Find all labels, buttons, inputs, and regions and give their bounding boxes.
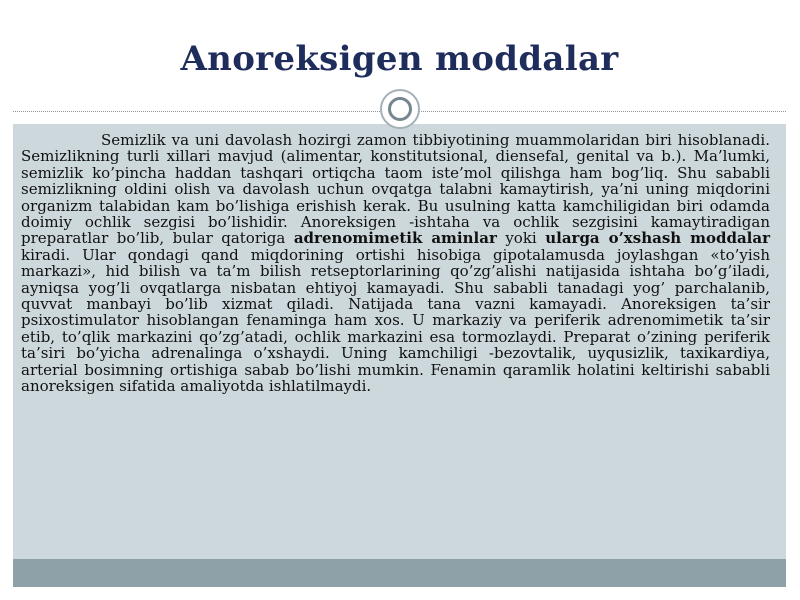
paragraph-text: yoki <box>496 229 546 248</box>
body-paragraph <box>21 132 770 395</box>
slide-title: Anoreksigen moddalar <box>180 39 619 79</box>
footer-bar <box>13 559 786 587</box>
ring-ornament-inner <box>388 97 412 121</box>
bold-term-adrenomimetik: adrenomimetik aminlar <box>293 229 497 248</box>
paragraph-text: Semizlik va uni davolash hozirgi zamon tibbiyotining muammolaridan biri hisoblanadi. Semizlikning turli xillari mavjud (alimentar, konstitutsional, diensefal, genital va b.). Ma’lumki, semizlik ko’pincha haddan tashqari ortiqcha taom iste’mol qilishga ham bog’liq. Shu sababli semizlikning oldini olish va davolash uchun ovqatga talabni kamaytirish, ya’ni uning miqdorini organizm talabidan kam bo’lishiga erishish kerak. Bu usulning katta kamchiligidan biri odamda doimiy ochlik sezgisi bo’lishidir. Anoreksigen -ishtaha va ochlik sezgisini kamaytiradigan preparatlar bo’lib, bular qatoriga <box>21 131 770 248</box>
bold-term-similar-substances: ularga o’xshash moddalar <box>545 229 770 248</box>
paragraph-text: kiradi. Ular qondagi qand miqdorining ortishi hisobiga gipotalamusda joylashgan «to’yish markazi», hid bilish va ta’m bilish retseptorlarining qo’zg’alishi natijasida ishtaha bo’g’iladi, ayniqsa yog’li ovqatlarga nisbatan ehtiyoj kamayadi. Shu sababli tanadagi yog’ parchalanib, quvvat manbayi bo’lib xizmat qiladi. Natijada tana vazni kamayadi. Anoreksigen ta’sir psixostimulator hisoblangan fenaminga ham xos. U markaziy va periferik adrenomimetik ta’sir etib, to’qlik markazini qo’zg’atadi, ochlik markazini esa tormozlaydi. Preparat o’zining periferik ta’siri bo’yicha adrenalinga o’xshaydi. Uning kamchiligi -bezovtalik, uyqusizlik, taxikardiya, arterial bosimning ortishiga sabab bo’lishi mumkin. Fenamin qaramlik holatini keltirishi sababli anoreksigen sifatida amaliyotda ishlatilmaydi. <box>21 245 770 396</box>
ring-ornament-icon <box>380 89 420 129</box>
